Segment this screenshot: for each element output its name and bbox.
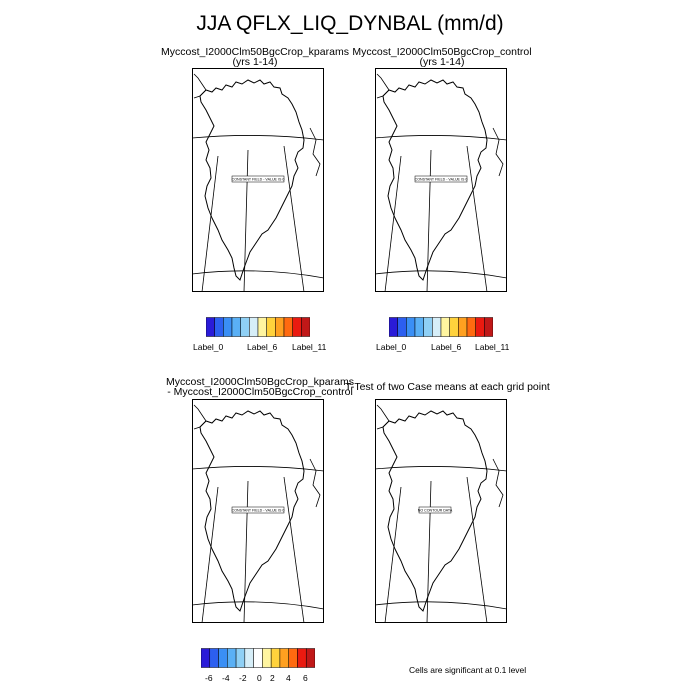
colorbar-swatch (398, 318, 407, 337)
panel-4-map (375, 399, 507, 623)
panel-2-title-line2: (yrs 1-14) (419, 56, 465, 68)
colorbar-bottom-label-2: 2 (270, 673, 275, 683)
colorbar-swatch (284, 318, 293, 337)
colorbar-swatch (441, 318, 450, 337)
colorbar-swatch (245, 649, 254, 668)
colorbar-swatch (249, 318, 258, 337)
colorbar-swatch (389, 318, 398, 337)
colorbar-swatch (467, 318, 476, 337)
panel-3-title (160, 377, 360, 397)
colorbar-swatch (432, 318, 441, 337)
center-label: CONSTANT FIELD - VALUE IS 0 (231, 508, 285, 513)
center-label: CONSTANT FIELD - VALUE IS 0 (414, 177, 468, 182)
colorbar-swatch (415, 318, 424, 337)
panel-2-title (327, 47, 557, 67)
colorbar-bottom-label-6: 6 (303, 673, 308, 683)
colorbar-swatch (275, 318, 284, 337)
center-label: NO CONTOUR DATA (417, 508, 453, 513)
colorbar-swatch (301, 318, 310, 337)
colorbar-swatch (236, 649, 245, 668)
colorbar-top-left-label-6: Label_6 (247, 342, 278, 352)
colorbar-bottom (201, 648, 315, 668)
colorbar-bottom-label-m4: -4 (222, 673, 230, 683)
colorbar-swatch (289, 649, 298, 668)
colorbar-swatch (424, 318, 433, 337)
colorbar-swatch (306, 649, 315, 668)
panel-2-title-line1: Myccost_I2000Clm50BgcCrop_control (352, 46, 532, 58)
colorbar-top-right-label-6: Label_6 (431, 342, 462, 352)
colorbar-swatch (258, 318, 267, 337)
colorbar-swatch (215, 318, 224, 337)
panel-1-map (192, 68, 324, 292)
colorbar-swatch (219, 649, 228, 668)
colorbar-swatch (262, 649, 271, 668)
colorbar-bottom-label-4: 4 (286, 673, 291, 683)
colorbar-swatch (223, 318, 232, 337)
panel-3-map (192, 399, 324, 623)
colorbar-bottom-label-m2: -2 (239, 673, 247, 683)
colorbar-bottom-label-0: 0 (257, 673, 262, 683)
colorbar-swatch (293, 318, 302, 337)
colorbar-swatch (267, 318, 276, 337)
panel-4-title-line1: T-Test of two Case means at each grid point (345, 381, 550, 393)
colorbar-swatch (280, 649, 289, 668)
colorbar-bottom-label-m6: -6 (205, 673, 213, 683)
colorbar-swatch (241, 318, 250, 337)
colorbar-swatch (458, 318, 467, 337)
panel-1-title-line2: (yrs 1-14) (232, 56, 278, 68)
colorbar-swatch (450, 318, 459, 337)
colorbar-swatch (206, 318, 215, 337)
colorbar-swatch (484, 318, 493, 337)
colorbar-top-left-label-11: Label_11 (292, 342, 327, 352)
colorbar-swatch (271, 649, 280, 668)
panel-4-title (345, 381, 550, 393)
significance-note: Cells are significant at 0.1 level (409, 665, 527, 675)
colorbar-swatch (201, 649, 210, 668)
colorbar-swatch (210, 649, 219, 668)
colorbar-swatch (254, 649, 263, 668)
panel-3-title-line2: - Myccost_I2000Clm50BgcCrop_control (167, 386, 353, 398)
colorbar-swatch (297, 649, 306, 668)
colorbar-swatch (406, 318, 415, 337)
colorbar-top-right-label-11: Label_11 (475, 342, 510, 352)
center-label: CONSTANT FIELD - VALUE IS 0 (231, 177, 285, 182)
colorbar-top-right-label-0: Label_0 (376, 342, 407, 352)
panel-1-title-line1: Myccost_I2000Clm50BgcCrop_kparams (161, 46, 349, 58)
colorbar-swatch (476, 318, 485, 337)
colorbar-top-right (389, 317, 493, 337)
panel-3-title-line1: Myccost_I2000Clm50BgcCrop_kparams (166, 376, 354, 388)
colorbar-swatch (227, 649, 236, 668)
colorbar-swatch (232, 318, 241, 337)
figure-title: JJA QFLX_LIQ_DYNBAL (mm/d) (196, 12, 504, 35)
colorbar-top-left-label-0: Label_0 (193, 342, 224, 352)
colorbar-top-left (206, 317, 310, 337)
panel-2-map (375, 68, 507, 292)
